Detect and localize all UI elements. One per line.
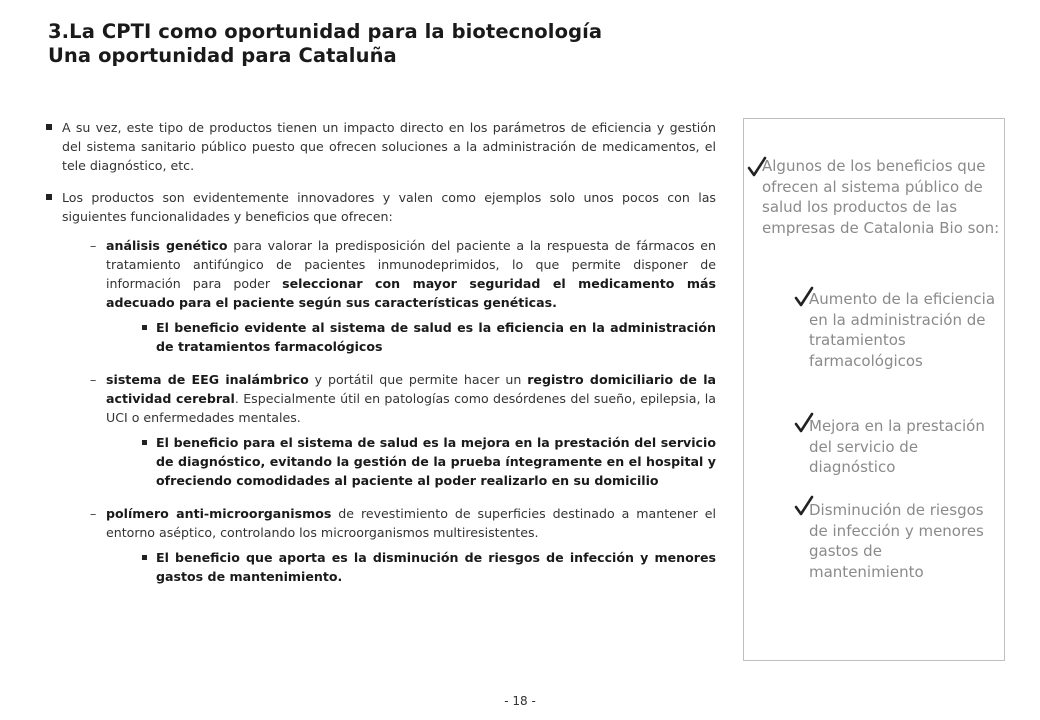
product-description: para valorar la predisposición del paciente a la respuesta de fármacos en tratamiento antifúngico de pacientes inmunodeprimidos, lo que permite disponer de información para poder (106, 238, 716, 291)
product-name: polímero anti-microorganismos (106, 506, 332, 521)
bullet-paragraph (46, 188, 716, 226)
page-number: - 18 - (504, 694, 536, 708)
product-highlight: registro domiciliario de la actividad cerebral (106, 372, 717, 406)
panel-benefit-item: Aumento de la eficiencia en la administración de tratamientos farmacológicos (809, 290, 996, 370)
square-bullet-icon (142, 555, 147, 560)
product-item (46, 236, 716, 312)
product-item (46, 504, 716, 542)
square-bullet-icon (142, 440, 147, 445)
main-content (46, 118, 716, 600)
product-name: análisis genético (106, 238, 228, 253)
panel-benefit-item: Disminución de riesgos de infección y menores gastos de mantenimiento (809, 501, 984, 581)
product-name: sistema de EEG inalámbrico (106, 372, 309, 387)
square-bullet-icon (142, 325, 147, 330)
benefits-panel (743, 118, 1005, 661)
panel-intro: Algunos de los beneficios que ofrecen al sistema público de salud los productos de las empresas de Catalonia Bio son: (762, 157, 1000, 237)
dash-marker: – (90, 238, 97, 253)
title-block (48, 20, 602, 68)
page-title: 3.La CPTI como oportunidad para la biotecnología (48, 20, 603, 43)
bullet-text: Los productos son evidentemente innovadores y valen como ejemplos solo unos pocos con las siguientes funcionalidades y beneficios que ofrecen: (62, 190, 716, 224)
bullet-text: A su vez, este tipo de productos tienen un impacto directo en los parámetros de eficiencia y gestión del sistema sanitario público puesto que ofrecen soluciones a la administración de medicamentos, el tele diagnóstico, etc. (62, 120, 716, 173)
square-bullet-icon (46, 124, 52, 130)
benefit-text: El beneficio para el sistema de salud es la mejora en la prestación del servicio de diagnóstico, evitando la gestión de la prueba íntegramente en el hospital y ofreciendo comodidades al paciente al poder realizarlo en su domicilio (156, 435, 716, 488)
product-item (46, 370, 716, 427)
dash-marker: – (90, 372, 97, 387)
benefit-item (46, 318, 716, 356)
product-description: y portátil que permite hacer un (308, 372, 528, 387)
product-description: de revestimiento de superficies destinado a mantener el entorno aséptico, controlando los microorganismos multiresistentes. (106, 506, 716, 540)
page-subtitle: Una oportunidad para Cataluña (48, 44, 397, 67)
dash-marker: – (90, 506, 97, 521)
bullet-paragraph (46, 118, 716, 175)
benefit-item (46, 548, 716, 586)
product-highlight: seleccionar con mayor seguridad el medicamento más adecuado para el paciente según sus características genéticas. (106, 276, 716, 310)
benefit-item (46, 433, 716, 490)
benefit-text: El beneficio evidente al sistema de salud es la eficiencia en la administración de tratamientos farmacológicos (156, 320, 716, 354)
square-bullet-icon (46, 194, 52, 200)
panel-benefit-item: Mejora en la prestación del servicio de diagnóstico (809, 417, 985, 476)
product-description-cont: . Especialmente útil en patologías como desórdenes del sueño, epilepsia, la UCI o enfermedades mentales. (106, 391, 716, 425)
benefit-text: El beneficio que aporta es la disminución de riesgos de infección y menores gastos de mantenimiento. (156, 550, 716, 584)
